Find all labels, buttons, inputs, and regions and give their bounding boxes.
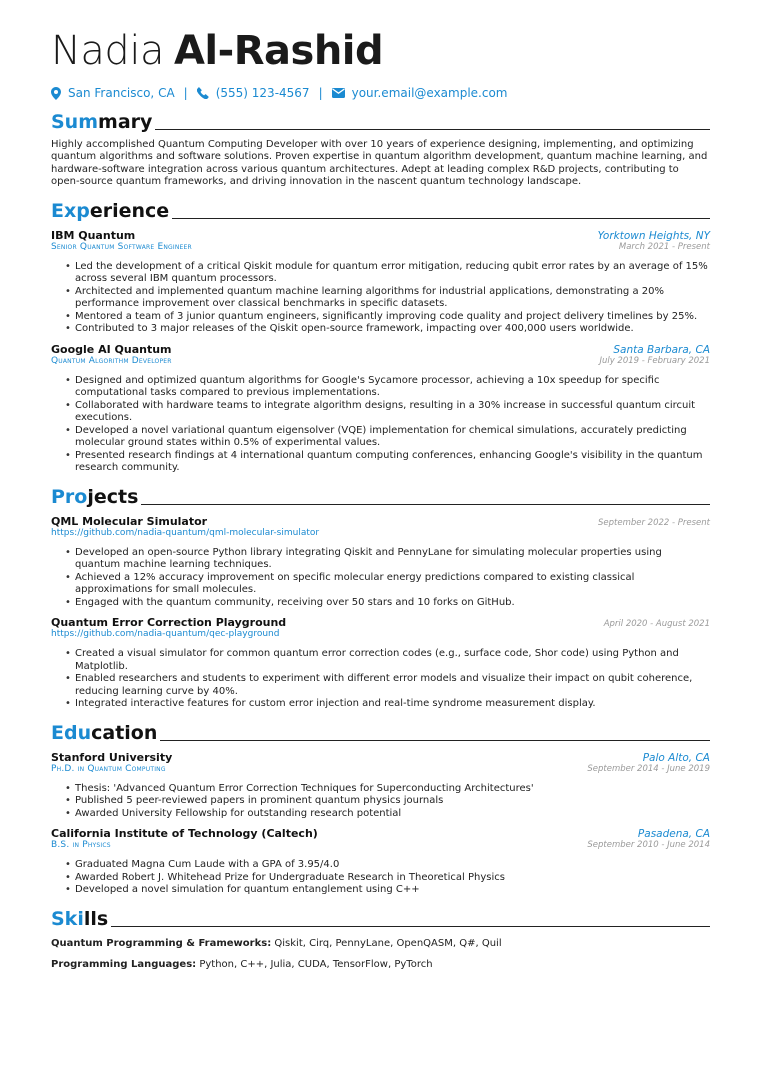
degree-title: B.S. in Physics [51, 840, 111, 851]
projects-heading [51, 486, 710, 508]
project-dates: September 2022 - Present [597, 517, 710, 528]
education-entry [51, 827, 710, 897]
bullet-item: • Designed and optimized quantum algorithms for Google's Sycamore processor, achieving a 10x speedup for specific computational tasks compared to previous implementations. [75, 375, 710, 400]
bullet-item: • Published 5 peer-reviewed papers in prominent quantum physics journals [75, 795, 710, 808]
skill-line [51, 959, 710, 970]
project-bullets [51, 648, 710, 711]
contact-separator: | [318, 86, 323, 100]
bullet-item: • Architected and implemented quantum machine learning algorithms for industrial applications, demonstrating a 20% performance improvement over classical benchmarks in specific datasets. [75, 286, 710, 311]
bullet-item: • Contributed to 3 major releases of the Qiskit open-source framework, impacting over 400,000 users worldwide. [75, 323, 710, 336]
school-dates: September 2014 - June 2019 [587, 763, 710, 774]
experience-heading-rest: erience [89, 199, 170, 222]
section-rule [155, 129, 710, 130]
job-title: Quantum Algorithm Developer [51, 355, 172, 366]
projects-heading-accent: Pro [51, 485, 88, 508]
project-name: QML Molecular Simulator [51, 514, 208, 528]
section-rule [172, 218, 710, 219]
school-dates: September 2010 - June 2014 [587, 840, 710, 851]
bullet-item: • Mentored a team of 3 junior quantum engineers, significantly improving code quality and project delivery timelines by 25%. [75, 311, 710, 324]
bullet-item: • Graduated Magna Cum Laude with a GPA of 3.95/4.0 [75, 859, 710, 872]
bullet-item: • Developed a novel variational quantum eigensolver (VQE) implementation for chemical simulations, accurately predicting molecular ground states within 0.5% of experimental values. [75, 425, 710, 450]
section-rule [160, 740, 710, 741]
skill-value: Qiskit, Cirq, PennyLane, OpenQASM, Q#, Quil [274, 937, 502, 949]
experience-entry [51, 229, 710, 336]
project-entry [51, 616, 710, 711]
skills-heading [51, 908, 710, 930]
education-entry [51, 751, 710, 821]
last-name: Al-Rashid [173, 28, 384, 74]
section-rule [141, 504, 710, 505]
skill-label: Programming Languages: [51, 958, 197, 970]
bullet-item: • Awarded University Fellowship for outstanding research potential [75, 808, 710, 821]
project-dates: April 2020 - August 2021 [603, 619, 710, 630]
experience-heading-accent: Exp [51, 199, 90, 222]
summary-heading [51, 111, 710, 133]
school-name: Stanford University [51, 750, 173, 764]
experience-entry [51, 343, 710, 475]
contact-separator: | [183, 86, 188, 100]
skill-line [51, 938, 710, 949]
education-heading-rest: cation [91, 721, 158, 744]
skill-value: Python, C++, Julia, CUDA, TensorFlow, PyTorch [199, 958, 433, 970]
school-name: California Institute of Technology (Caltech) [51, 827, 318, 841]
job-dates: March 2021 - Present [618, 241, 710, 252]
skills-heading-rest: lls [83, 907, 109, 930]
contact-line [51, 86, 710, 100]
project-name: Quantum Error Correction Playground [51, 616, 287, 630]
skills-heading-accent: Ski [51, 907, 84, 930]
employer-name: IBM Quantum [51, 228, 136, 242]
first-name: Nadia [51, 28, 164, 74]
job-location: Santa Barbara, CA [613, 343, 710, 356]
section-rule [111, 926, 710, 927]
phone-text[interactable]: (555) 123-4567 [215, 86, 310, 100]
bullet-item: • Thesis: 'Advanced Quantum Error Correction Techniques for Superconducting Architectures' [75, 783, 710, 796]
degree-title: Ph.D. in Quantum Computing [51, 763, 166, 774]
job-location: Yorktown Heights, NY [597, 229, 710, 242]
location-text: San Francisco, CA [68, 86, 175, 100]
map-marker-icon [51, 87, 61, 100]
envelope-icon [332, 88, 345, 98]
email-link[interactable]: your.email@example.com [351, 86, 508, 100]
school-location: Palo Alto, CA [642, 751, 710, 764]
bullet-item: • Awarded Robert J. Whitehead Prize for Undergraduate Research in Theoretical Physics [75, 872, 710, 885]
bullet-item: • Collaborated with hardware teams to integrate algorithm designs, resulting in a 30% increase in successful quantum circuit executions. [75, 400, 710, 425]
bullet-item: • Presented research findings at 4 international quantum computing conferences, enhancing Google's visibility in the quantum research community. [75, 450, 710, 475]
phone-icon [197, 87, 209, 99]
skill-label: Quantum Programming & Frameworks: [51, 937, 272, 949]
experience-heading [51, 200, 710, 222]
summary-text: Highly accomplished Quantum Computing Developer with over 10 years of experience designing, implementing, and optimizing quantum algorithms and software solutions. Proven expertise in quantum algorithm development, quantum machine learning, and hardware-software integration across various quantum architectures. Adept at leading complex R&D projects, contributing to open-source quantum frameworks, and driving innovation in the nascent quantum technology landscape. [51, 139, 708, 188]
project-bullets [51, 547, 710, 610]
projects-heading-rest: jects [87, 485, 139, 508]
project-link[interactable]: https://github.com/nadia-quantum/qec-playground [51, 629, 280, 640]
job-dates: July 2019 - February 2021 [599, 355, 710, 366]
summary-heading-accent: Sum [51, 111, 99, 133]
job-title: Senior Quantum Software Engineer [51, 241, 192, 252]
education-bullets [51, 859, 710, 897]
candidate-name [51, 28, 710, 74]
bullet-item: • Achieved a 12% accuracy improvement on specific molecular energy predictions compared to existing classical approximations for small molecules. [75, 572, 710, 597]
bullet-item: • Enabled researchers and students to experiment with different error models and visualize their impact on qubit coherence, reducing learning curve by 40%. [75, 673, 710, 698]
employer-name: Google AI Quantum [51, 342, 172, 356]
project-entry [51, 515, 710, 610]
school-location: Pasadena, CA [637, 828, 710, 841]
education-heading-accent: Edu [51, 721, 92, 744]
education-heading [51, 722, 710, 744]
bullet-item: • Engaged with the quantum community, receiving over 50 stars and 10 forks on GitHub. [75, 597, 710, 610]
bullet-item: • Integrated interactive features for custom error injection and real-time syndrome measurement display. [75, 698, 710, 711]
job-bullets [51, 261, 710, 336]
job-bullets [51, 375, 710, 475]
bullet-item: • Created a visual simulator for common quantum error correction codes (e.g., surface code, Shor code) using Python and Matplotlib. [75, 648, 710, 673]
bullet-item: • Led the development of a critical Qiskit module for quantum error mitigation, reducing qubit error rates by an average of 15% across several IBM quantum processors. [75, 261, 710, 286]
bullet-item: • Developed an open-source Python library integrating Qiskit and PennyLane for simulating molecular properties using quantum machine learning techniques. [75, 547, 710, 572]
education-bullets [51, 783, 710, 821]
project-link[interactable]: https://github.com/nadia-quantum/qml-molecular-simulator [51, 527, 320, 538]
bullet-item: • Developed a novel simulation for quantum entanglement using C++ [75, 884, 710, 897]
summary-heading-rest: mary [98, 111, 153, 133]
